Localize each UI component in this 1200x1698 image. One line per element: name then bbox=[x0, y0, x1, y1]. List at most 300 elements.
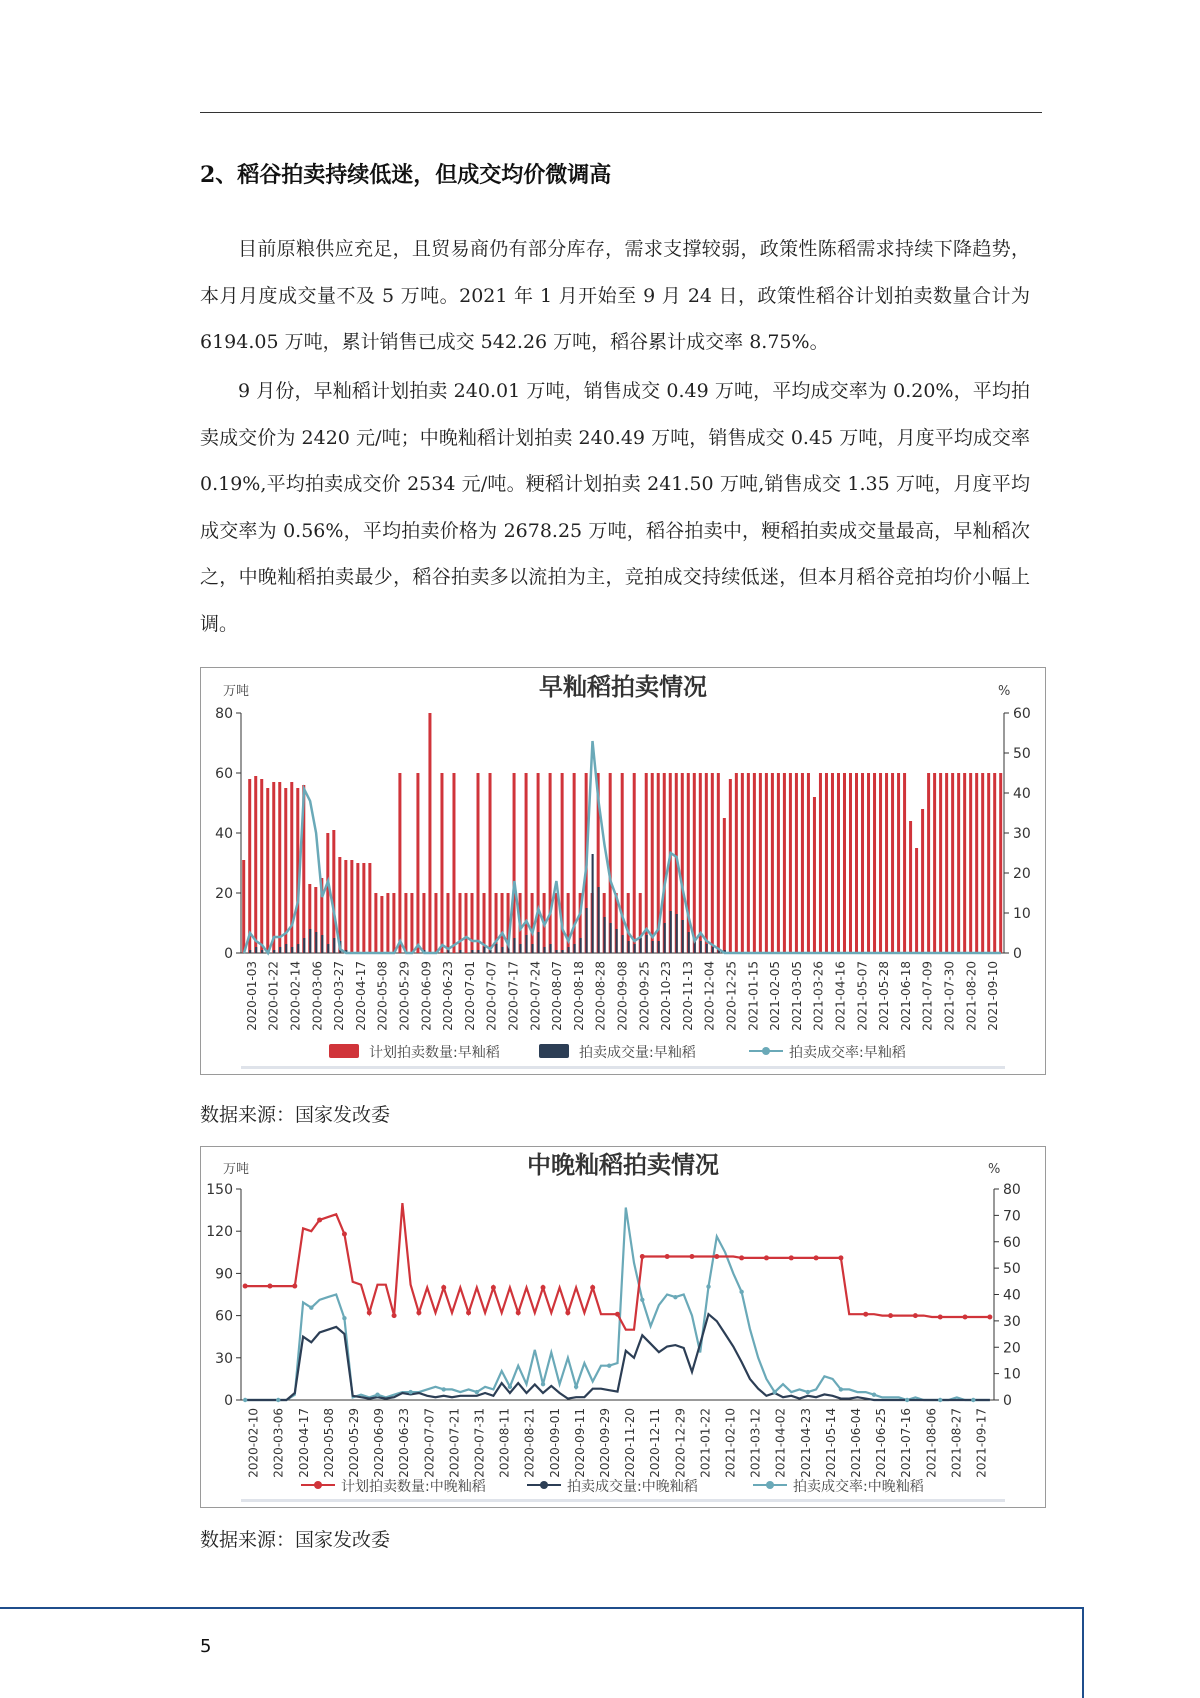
early-xtick-label: 2020-05-08 bbox=[375, 961, 390, 1031]
midlate-xtick-label: 2020-04-17 bbox=[296, 1408, 311, 1478]
early-plan-bar bbox=[416, 773, 419, 953]
early-plan-bar bbox=[446, 893, 449, 953]
early-deal-bar bbox=[255, 947, 257, 953]
early-plan-bar bbox=[471, 893, 474, 953]
midlate-y2tick-label: 60 bbox=[1003, 1234, 1021, 1251]
early-ytick-label: 20 bbox=[215, 886, 233, 902]
midlate-y2tick-label: 0 bbox=[1003, 1393, 1012, 1409]
midlate-xtick-label: 2021-07-16 bbox=[899, 1408, 914, 1478]
early-plan-bar bbox=[242, 860, 245, 953]
early-plan-bar bbox=[741, 773, 744, 953]
early-plan-bar bbox=[855, 773, 858, 953]
early-xtick-label: 2020-07-01 bbox=[462, 961, 477, 1031]
midlate-plan-point bbox=[714, 1254, 719, 1259]
early-y2label: % bbox=[998, 684, 1011, 699]
mid-late-rice-chart-svg bbox=[201, 1147, 1045, 1507]
early-plan-bar bbox=[729, 779, 732, 953]
early-plan-bar bbox=[332, 830, 335, 953]
midlate-rate-point bbox=[375, 1393, 379, 1397]
early-plan-bar bbox=[651, 773, 654, 953]
early-xtick-label: 2021-09-10 bbox=[986, 961, 1001, 1031]
midlate-y2tick-label: 20 bbox=[1003, 1340, 1021, 1357]
midlate-xtick-label: 2020-12-29 bbox=[673, 1408, 688, 1478]
midlate-ytick-label: 60 bbox=[215, 1308, 233, 1325]
midlate-plan-point bbox=[863, 1312, 868, 1317]
early-scrollbar bbox=[241, 1066, 1005, 1069]
footer-side-rule bbox=[1082, 1607, 1084, 1698]
early-plan-bar bbox=[422, 893, 425, 953]
early-plan-bar bbox=[489, 773, 492, 953]
early-xtick-label: 2020-08-28 bbox=[593, 961, 608, 1031]
midlate-legend-swatch-dot bbox=[766, 1481, 774, 1489]
midlate-ytick-label: 0 bbox=[224, 1393, 233, 1409]
midlate-rate-point bbox=[342, 1316, 346, 1320]
early-y2tick-label: 30 bbox=[1013, 826, 1031, 842]
midlate-rate-point bbox=[309, 1305, 313, 1309]
early-deal-bar bbox=[315, 932, 317, 953]
header-rule bbox=[200, 112, 1042, 113]
early-plan-bar bbox=[368, 863, 371, 953]
early-rice-chart-svg bbox=[201, 668, 1045, 1074]
early-plan-bar bbox=[921, 809, 924, 953]
early-plan-bar bbox=[897, 773, 900, 953]
early-plan-bar bbox=[362, 863, 365, 953]
early-plan-bar bbox=[801, 773, 804, 953]
midlate-plan-line bbox=[245, 1203, 990, 1330]
early-xtick-label: 2020-01-22 bbox=[266, 961, 281, 1031]
early-plan-bar bbox=[933, 773, 936, 953]
early-plan-bar bbox=[513, 773, 516, 953]
midlate-xtick-label: 2021-04-23 bbox=[798, 1408, 813, 1478]
midlate-rate-point bbox=[872, 1393, 876, 1397]
early-plan-bar bbox=[392, 893, 395, 953]
early-plan-bar bbox=[458, 893, 461, 953]
early-plan-bar bbox=[909, 821, 912, 953]
midlate-rate-line bbox=[245, 1208, 990, 1401]
midlate-plan-point bbox=[416, 1310, 421, 1315]
early-deal-bar bbox=[616, 929, 618, 953]
early-deal-bar bbox=[297, 944, 299, 953]
midlate-plan-point bbox=[292, 1284, 297, 1289]
early-xtick-label: 2020-09-08 bbox=[615, 961, 630, 1031]
midlate-xtick-label: 2021-09-17 bbox=[974, 1408, 989, 1478]
early-plan-bar bbox=[555, 893, 558, 953]
early-deal-bar bbox=[483, 947, 485, 953]
midlate-plan-point bbox=[987, 1315, 992, 1320]
early-xtick-label: 2020-08-07 bbox=[550, 961, 565, 1031]
midlate-ytick-label: 30 bbox=[215, 1350, 233, 1367]
midlate-plan-point bbox=[466, 1310, 471, 1315]
early-deal-bar bbox=[682, 920, 684, 953]
early-xtick-label: 2021-07-30 bbox=[942, 961, 957, 1031]
early-plan-bar bbox=[344, 860, 347, 953]
early-plan-bar bbox=[777, 773, 780, 953]
early-plan-bar bbox=[380, 896, 383, 953]
early-plan-bar bbox=[939, 773, 942, 953]
early-deal-bar bbox=[327, 944, 329, 953]
early-deal-bar bbox=[634, 944, 636, 953]
midlate-xtick-label: 2020-07-07 bbox=[422, 1408, 437, 1478]
midlate-rate-point bbox=[475, 1390, 479, 1394]
early-y2tick-label: 0 bbox=[1013, 946, 1022, 962]
early-y2tick-label: 40 bbox=[1013, 786, 1031, 802]
early-deal-bar bbox=[309, 929, 311, 953]
early-plan-bar bbox=[567, 893, 570, 953]
midlate-plan-point bbox=[243, 1284, 248, 1289]
early-plan-bar bbox=[645, 773, 648, 953]
midlate-scrollbar bbox=[241, 1499, 1005, 1502]
midlate-xtick-label: 2020-09-01 bbox=[547, 1408, 562, 1478]
early-plan-bar bbox=[819, 773, 822, 953]
early-xtick-label: 2021-05-28 bbox=[877, 961, 892, 1031]
early-plan-bar bbox=[915, 848, 918, 953]
early-deal-bar bbox=[513, 938, 515, 953]
midlate-xtick-label: 2021-01-22 bbox=[698, 1408, 713, 1478]
early-plan-bar bbox=[843, 773, 846, 953]
early-plan-bar bbox=[765, 773, 768, 953]
early-plan-bar bbox=[537, 773, 540, 953]
early-y2tick-label: 50 bbox=[1013, 746, 1031, 762]
early-y2tick-label: 60 bbox=[1013, 706, 1031, 722]
section-title: 2、稻谷拍卖持续低迷，但成交均价微调高 bbox=[200, 162, 612, 188]
midlate-y2tick-label: 50 bbox=[1003, 1261, 1021, 1278]
mid-late-rice-chart bbox=[200, 1146, 1046, 1508]
midlate-xtick-label: 2020-05-29 bbox=[346, 1408, 361, 1478]
early-deal-bar bbox=[658, 941, 660, 953]
midlate-plan-point bbox=[342, 1232, 347, 1237]
midlate-y2tick-label: 70 bbox=[1003, 1208, 1021, 1225]
midlate-ylabel: 万吨 bbox=[223, 1162, 250, 1177]
early-plan-bar bbox=[861, 773, 864, 953]
early-legend-label: 拍卖成交率:早籼稻 bbox=[789, 1045, 906, 1061]
early-deal-bar bbox=[321, 935, 323, 953]
midlate-rate-point bbox=[938, 1398, 942, 1402]
early-plan-bar bbox=[272, 782, 275, 953]
early-plan-bar bbox=[410, 893, 413, 953]
early-deal-bar bbox=[610, 923, 612, 953]
midlate-plan-point bbox=[541, 1285, 546, 1290]
midlate-plan-point bbox=[640, 1254, 645, 1259]
early-xtick-label: 2020-07-07 bbox=[484, 961, 499, 1031]
midlate-xtick-label: 2020-05-08 bbox=[321, 1408, 336, 1478]
midlate-rate-point bbox=[442, 1387, 446, 1391]
early-legend-label: 计划拍卖数量:早籼稻 bbox=[369, 1045, 500, 1061]
early-xtick-label: 2020-08-18 bbox=[571, 961, 586, 1031]
midlate-rate-point bbox=[773, 1390, 777, 1394]
midlate-xtick-label: 2021-06-04 bbox=[848, 1408, 863, 1478]
early-deal-bar bbox=[556, 950, 558, 953]
early-deal-bar bbox=[598, 887, 600, 953]
midlate-y2tick-label: 80 bbox=[1003, 1182, 1021, 1198]
early-legend-label: 拍卖成交量:早籼稻 bbox=[579, 1045, 696, 1061]
early-deal-bar bbox=[700, 941, 702, 953]
early-xtick-label: 2020-07-17 bbox=[506, 961, 521, 1031]
midlate-rate-point bbox=[640, 1298, 644, 1302]
early-rice-chart bbox=[200, 667, 1046, 1075]
early-deal-bar bbox=[622, 935, 624, 953]
midlate-plan-point bbox=[267, 1284, 272, 1289]
early-plan-bar bbox=[254, 776, 257, 953]
early-xtick-label: 2020-02-14 bbox=[288, 961, 303, 1031]
early-plan-bar bbox=[783, 773, 786, 953]
midlate-plan-point bbox=[913, 1313, 918, 1318]
midlate-rate-point bbox=[806, 1390, 810, 1394]
early-plan-bar bbox=[350, 860, 353, 953]
midlate-rate-point bbox=[706, 1284, 710, 1288]
early-plan-bar bbox=[735, 773, 738, 953]
early-deal-bar bbox=[537, 932, 539, 953]
early-plan-bar bbox=[795, 773, 798, 953]
early-y2tick-label: 10 bbox=[1013, 906, 1031, 922]
midlate-plan-point bbox=[367, 1310, 372, 1315]
early-legend-swatch-dot bbox=[762, 1047, 770, 1055]
early-plan-bar bbox=[723, 818, 726, 953]
early-plan-bar bbox=[705, 773, 708, 953]
early-deal-bar bbox=[664, 923, 666, 953]
source-note-1: 数据来源：国家发改委 bbox=[200, 1104, 391, 1126]
early-plan-bar bbox=[278, 782, 281, 953]
midlate-plan-point bbox=[789, 1255, 794, 1260]
early-legend-swatch bbox=[539, 1044, 569, 1058]
early-plan-bar bbox=[687, 773, 690, 953]
midlate-xtick-label: 2020-09-29 bbox=[597, 1408, 612, 1478]
midlate-plan-point bbox=[963, 1315, 968, 1320]
early-plan-bar bbox=[477, 773, 480, 953]
early-plan-bar bbox=[428, 713, 431, 953]
midlate-xtick-label: 2020-03-06 bbox=[271, 1408, 286, 1478]
early-plan-bar bbox=[831, 773, 834, 953]
early-deal-bar bbox=[447, 950, 449, 953]
early-deal-bar bbox=[562, 950, 564, 953]
early-plan-bar bbox=[398, 773, 401, 953]
early-plan-bar bbox=[987, 773, 990, 953]
midlate-plan-point bbox=[441, 1285, 446, 1290]
early-deal-bar bbox=[580, 938, 582, 953]
early-plan-bar bbox=[501, 893, 504, 953]
midlate-legend-swatch-dot bbox=[314, 1481, 322, 1489]
midlate-xtick-label: 2020-12-11 bbox=[648, 1408, 663, 1478]
early-deal-bar bbox=[285, 944, 287, 953]
paragraph-2-text: 9 月份，早籼稻计划拍卖 240.01 万吨，销售成交 0.49 万吨，平均成交率为 0.20%，平均拍卖成交价为 2420 元/吨；中晚籼稻计划拍卖 240.49 万吨，销售成交 0.45 万吨，月度平均成交率 0.19%,平均拍卖成交价 2534 元/吨。粳稻计划拍卖 241.50 万吨,销售成交 1.35 万吨，月度平均成交率为 0.56%，平均拍卖价格为 2678.25 万吨，稻谷拍卖中，粳稻拍卖成交量最高，早籼稻次之，中晚籼稻拍卖最少，稻谷拍卖多以流拍为主，竞拍成交持续低迷，但本月稻谷竞拍均价小幅上调。 bbox=[200, 380, 1030, 635]
early-xtick-label: 2020-03-27 bbox=[332, 961, 347, 1031]
early-plan-bar bbox=[633, 773, 636, 953]
early-plan-bar bbox=[452, 773, 455, 953]
midlate-xtick-label: 2020-06-09 bbox=[372, 1408, 387, 1478]
early-plan-bar bbox=[464, 893, 467, 953]
early-deal-bar bbox=[273, 950, 275, 953]
early-plan-bar bbox=[957, 773, 960, 953]
early-plan-bar bbox=[885, 773, 888, 953]
early-plan-bar bbox=[621, 773, 624, 953]
early-plan-bar bbox=[753, 773, 756, 953]
midlate-ytick-label: 90 bbox=[215, 1266, 233, 1283]
early-xtick-label: 2020-05-29 bbox=[397, 961, 412, 1031]
early-deal-bar bbox=[495, 944, 497, 953]
early-plan-bar bbox=[903, 773, 906, 953]
midlate-plan-point bbox=[665, 1254, 670, 1259]
midlate-rate-point bbox=[971, 1398, 975, 1402]
midlate-ytick-label: 150 bbox=[206, 1182, 233, 1198]
early-deal-bar bbox=[574, 944, 576, 953]
midlate-xtick-label: 2021-03-12 bbox=[748, 1408, 763, 1478]
early-xtick-label: 2020-06-23 bbox=[441, 961, 456, 1031]
footer-rule bbox=[0, 1607, 1084, 1609]
early-deal-bar bbox=[531, 944, 533, 953]
midlate-xtick-label: 2021-06-25 bbox=[874, 1408, 889, 1478]
midlate-xtick-label: 2021-02-10 bbox=[723, 1408, 738, 1478]
midlate-plan-point bbox=[516, 1310, 521, 1315]
early-plan-bar bbox=[374, 893, 377, 953]
midlate-plan-point bbox=[565, 1310, 570, 1315]
early-plan-bar bbox=[807, 773, 810, 953]
early-plan-bar bbox=[284, 788, 287, 953]
early-plan-bar bbox=[867, 773, 870, 953]
midlate-plan-point bbox=[814, 1255, 819, 1260]
early-xtick-label: 2020-12-04 bbox=[702, 961, 717, 1031]
midlate-rate-point bbox=[839, 1387, 843, 1391]
early-legend-swatch bbox=[329, 1044, 359, 1058]
early-deal-bar bbox=[279, 947, 281, 953]
midlate-rate-point bbox=[607, 1364, 611, 1368]
midlate-rate-point bbox=[508, 1385, 512, 1389]
midlate-xtick-label: 2020-09-11 bbox=[572, 1408, 587, 1478]
early-xtick-label: 2020-10-23 bbox=[659, 961, 674, 1031]
early-deal-bar bbox=[261, 950, 263, 953]
midlate-rate-point bbox=[673, 1295, 677, 1299]
early-xtick-label: 2020-07-24 bbox=[528, 961, 543, 1031]
early-plan-bar bbox=[266, 788, 269, 953]
midlate-xtick-label: 2021-04-02 bbox=[773, 1408, 788, 1478]
early-plan-bar bbox=[879, 773, 882, 953]
early-deal-bar bbox=[592, 854, 594, 953]
early-plan-bar bbox=[813, 797, 816, 953]
early-deal-bar bbox=[646, 935, 648, 953]
midlate-xtick-label: 2020-07-21 bbox=[447, 1408, 462, 1478]
early-deal-bar bbox=[640, 938, 642, 953]
midlate-plan-point bbox=[938, 1315, 943, 1320]
early-deal-bar bbox=[519, 944, 521, 953]
early-deal-bar bbox=[501, 947, 503, 953]
midlate-xtick-label: 2020-08-21 bbox=[522, 1408, 537, 1478]
early-xtick-label: 2021-07-09 bbox=[920, 961, 935, 1031]
early-ytick-label: 40 bbox=[215, 826, 233, 842]
early-xtick-label: 2021-02-05 bbox=[768, 961, 783, 1031]
early-deal-bar bbox=[303, 938, 305, 953]
early-deal-bar bbox=[586, 908, 588, 953]
midlate-rate-point bbox=[276, 1398, 280, 1402]
early-plan-bar bbox=[825, 773, 828, 953]
early-xtick-label: 2020-12-25 bbox=[724, 961, 739, 1031]
midlate-legend-label: 拍卖成交率:中晚籼稻 bbox=[793, 1479, 924, 1495]
early-xtick-label: 2020-04-17 bbox=[353, 961, 368, 1031]
midlate-rate-point bbox=[905, 1398, 909, 1402]
midlate-y2tick-label: 10 bbox=[1003, 1366, 1021, 1383]
midlate-xtick-label: 2021-08-27 bbox=[949, 1408, 964, 1478]
midlate-plan-point bbox=[689, 1254, 694, 1259]
early-deal-bar bbox=[688, 932, 690, 953]
early-deal-bar bbox=[543, 947, 545, 953]
early-deal-bar bbox=[471, 950, 473, 953]
midlate-xtick-label: 2021-08-06 bbox=[924, 1408, 939, 1478]
early-deal-bar bbox=[652, 941, 654, 953]
midlate-y2tick-label: 30 bbox=[1003, 1313, 1021, 1330]
early-xtick-label: 2020-01-03 bbox=[244, 961, 259, 1031]
midlate-plan-point bbox=[764, 1255, 769, 1260]
early-plan-bar bbox=[759, 773, 762, 953]
early-xtick-label: 2021-03-26 bbox=[811, 961, 826, 1031]
midlate-legend-label: 拍卖成交量:中晚籼稻 bbox=[567, 1479, 698, 1495]
midlate-ytick-label: 120 bbox=[206, 1224, 233, 1241]
page-number: 5 bbox=[200, 1636, 212, 1657]
midlate-y2label: % bbox=[988, 1162, 1001, 1177]
midlate-xtick-label: 2020-06-23 bbox=[397, 1408, 412, 1478]
early-plan-bar bbox=[434, 893, 437, 953]
early-deal-bar bbox=[670, 911, 672, 953]
midlate-rate-point bbox=[574, 1385, 578, 1389]
paragraph-2 bbox=[200, 368, 1030, 647]
early-plan-bar bbox=[440, 773, 443, 953]
early-xtick-label: 2020-03-06 bbox=[310, 961, 325, 1031]
midlate-plan-point bbox=[392, 1313, 397, 1318]
early-plan-bar bbox=[404, 893, 407, 953]
early-plan-bar bbox=[525, 773, 528, 953]
midlate-y2tick-label: 40 bbox=[1003, 1287, 1021, 1304]
early-plan-bar bbox=[717, 773, 720, 953]
early-deal-bar bbox=[604, 917, 606, 953]
early-plan-bar bbox=[260, 779, 263, 953]
early-plan-bar bbox=[711, 773, 714, 953]
early-plan-bar bbox=[837, 773, 840, 953]
midlate-plan-point bbox=[491, 1285, 496, 1290]
early-plan-bar bbox=[789, 773, 792, 953]
early-y2tick-label: 20 bbox=[1013, 866, 1031, 882]
early-plan-bar bbox=[969, 773, 972, 953]
early-plan-bar bbox=[975, 773, 978, 953]
midlate-plan-point bbox=[317, 1217, 322, 1222]
early-deal-bar bbox=[628, 941, 630, 953]
early-deal-bar bbox=[291, 947, 293, 953]
early-xtick-label: 2021-08-20 bbox=[964, 961, 979, 1031]
midlate-xtick-label: 2020-08-11 bbox=[497, 1408, 512, 1478]
midlate-plan-point bbox=[739, 1255, 744, 1260]
midlate-plan-point bbox=[590, 1285, 595, 1290]
early-plan-bar bbox=[981, 773, 984, 953]
midlate-legend-swatch-dot bbox=[540, 1481, 548, 1489]
midlate-xtick-label: 2020-11-20 bbox=[623, 1408, 638, 1478]
early-plan-bar bbox=[248, 779, 251, 953]
early-plan-bar bbox=[849, 773, 852, 953]
midlate-rate-point bbox=[243, 1398, 247, 1402]
early-ytick-label: 0 bbox=[224, 946, 233, 962]
early-plan-bar bbox=[945, 773, 948, 953]
early-plan-bar bbox=[891, 773, 894, 953]
midlate-rate-point bbox=[408, 1390, 412, 1394]
early-deal-bar bbox=[676, 914, 678, 953]
early-plan-bar bbox=[951, 773, 954, 953]
early-xtick-label: 2020-09-25 bbox=[637, 961, 652, 1031]
early-deal-bar bbox=[550, 944, 552, 953]
early-xtick-label: 2021-03-05 bbox=[789, 961, 804, 1031]
early-xtick-label: 2021-04-16 bbox=[833, 961, 848, 1031]
early-xtick-label: 2021-05-07 bbox=[855, 961, 870, 1031]
early-xtick-label: 2021-06-18 bbox=[898, 961, 913, 1031]
midlate-xtick-label: 2020-02-10 bbox=[246, 1408, 261, 1478]
early-ylabel: 万吨 bbox=[223, 684, 250, 699]
early-deal-bar bbox=[459, 950, 461, 953]
early-ytick-label: 60 bbox=[215, 766, 233, 782]
early-plan-bar bbox=[927, 773, 930, 953]
early-plan-bar bbox=[326, 833, 329, 953]
